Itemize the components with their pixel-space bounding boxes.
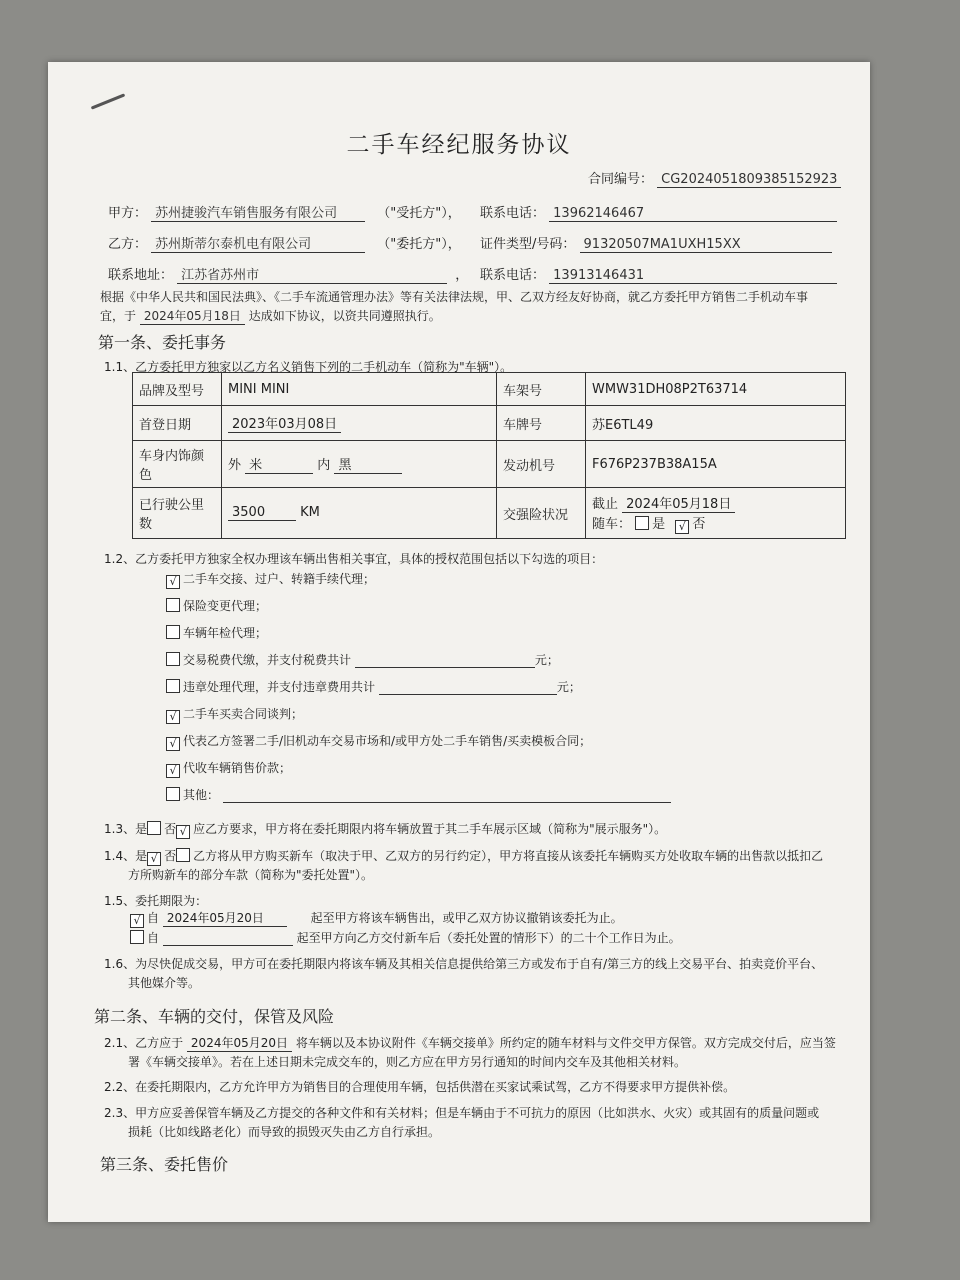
follow-yes-checkbox[interactable] [635, 516, 649, 530]
table-row [133, 441, 846, 488]
intro-line-1: 根据《中华人民共和国民法典》、《二手车流通管理办法》等有关法律法规，甲、乙双方经友好协商，就乙方委托甲方销售二手机动车事 [100, 290, 809, 304]
reg-date-label: 首登日期 [133, 406, 222, 441]
brand-label: 品牌及型号 [133, 373, 222, 406]
brand-value: MINI MINI [222, 373, 497, 406]
party-b-id-row [480, 233, 832, 253]
party-b-label: 乙方： [108, 237, 148, 252]
exterior-label: 外 [228, 458, 242, 473]
option-text: 二手车交接、过户、转籍手续代理； [183, 572, 376, 586]
insurance-until-label: 截止 [592, 496, 619, 512]
section-1-title: 第一条、委托事务 [98, 333, 227, 352]
clause-1-6-line-2: 其他媒介等。 [128, 976, 201, 990]
clause-1-1: 1.1、乙方委托甲方独家以乙方名义销售下列的二手机动车（简称为"车辆"）。 [104, 360, 513, 374]
clause-1-6-line-1: 1.6、为尽快促成交易，甲方可在委托期限内将该车辆及其相关信息提供给第三方或发布于自有/第三方的线上交易平台、拍卖竞价平台、 [104, 957, 824, 971]
clause-2-1-text: 将车辆以及本协议附件《车辆交接单》所约定的随车材料与文件交甲方保管。双方完成交付后，应当签 [295, 1036, 836, 1050]
party-b-id: 91320507MA1UXH15XX [580, 237, 832, 253]
contract-number: CG2024051809385152923 [657, 172, 841, 188]
option-item [166, 732, 591, 751]
follow-yes-label: 是 [652, 516, 666, 532]
clause-1-4-no-checkbox[interactable] [176, 848, 190, 862]
option-item [166, 678, 581, 695]
term-option-2-prefix: 自 [147, 931, 160, 945]
intro-suffix: 达成如下协议，以资共同遵照执行。 [248, 309, 441, 323]
option-text: 二手车买卖合同谈判； [183, 707, 304, 721]
term-option-1-text: 起至甲方将该车辆售出，或甲乙双方协议撤销该委托为止。 [310, 911, 623, 925]
contact-phone-label: 联系电话： [480, 268, 546, 283]
vin-label: 车架号 [497, 373, 586, 406]
option-item [166, 597, 267, 614]
term-option-1-prefix: 自 [147, 911, 160, 925]
clause-1-4 [104, 847, 823, 866]
contract-number-row [588, 168, 841, 188]
term-option-1-checkbox[interactable]: √ [130, 914, 144, 928]
party-b-role: （"委托方"）， [377, 237, 461, 252]
option-item [166, 759, 291, 778]
staple-mark [91, 93, 126, 109]
option-suffix: 元； [534, 653, 559, 667]
mileage-unit: KM [300, 505, 320, 520]
option-checkbox[interactable]: √ [166, 764, 180, 778]
interior-color: 黑 [334, 454, 402, 474]
plate-value: 苏E6TL49 [586, 406, 846, 441]
option-suffix: 元； [556, 680, 581, 694]
color-label: 车身内饰颜色 [133, 441, 222, 488]
clause-1-4-line-2: 方所购新车的部分车款（简称为"委托处置"）。 [128, 868, 374, 882]
contact-address: 江苏省苏州市 [177, 264, 447, 284]
insurance-cell [586, 488, 846, 539]
section-3-title: 第三条、委托售价 [100, 1155, 229, 1174]
vehicle-info-table [132, 372, 846, 539]
clause-2-2: 2.2、在委托期限内，乙方允许甲方为销售目的合理使用车辆，包括供潜在买家试乘试驾，乙方不得要求甲方提供补偿。 [104, 1080, 736, 1094]
clause-1-3-no-label: 否 [164, 822, 177, 836]
reg-date-value: 2023年03月08日 [228, 413, 341, 433]
option-text: 代表乙方签署二手/旧机动车交易市场和/或甲方处二手车销售/买卖模板合同； [183, 734, 592, 748]
intro-line-2 [100, 307, 441, 325]
mileage-value: 3500 [228, 505, 296, 521]
party-a-role: （"受托方"）， [377, 206, 461, 221]
option-checkbox[interactable] [166, 625, 180, 639]
option-checkbox[interactable]: √ [166, 575, 180, 589]
option-item [166, 570, 375, 589]
clause-1-2: 1.2、乙方委托甲方独家全权办理该车辆出售相关事宜，具体的授权范围包括以下勾选的项目： [104, 552, 604, 566]
color-cell [222, 441, 497, 488]
clause-1-3-no-checkbox[interactable]: √ [176, 825, 190, 839]
contact-phone: 13913146431 [549, 268, 837, 284]
interior-label: 内 [317, 458, 331, 473]
mileage-label: 已行驶公里数 [133, 488, 222, 539]
option-checkbox[interactable] [166, 652, 180, 666]
term-option-2-checkbox[interactable] [130, 930, 144, 944]
option-checkbox[interactable] [166, 787, 180, 801]
plate-label: 车牌号 [497, 406, 586, 441]
clause-1-5-label: 1.5、委托期限为： [104, 894, 208, 908]
follow-no-checkbox[interactable]: √ [675, 520, 689, 534]
party-b-name: 苏州斯蒂尔泰机电有限公司 [151, 233, 365, 253]
clause-2-1-line-1 [104, 1034, 836, 1052]
clause-1-5-option-2 [130, 929, 681, 946]
intro-prefix: 宜，于 [100, 309, 137, 323]
term-option-2-text: 起至甲方向乙方交付新车后（委托处置的情形下）的二十个工作日为止。 [296, 931, 681, 945]
term-option-2-date-blank[interactable] [163, 931, 293, 946]
clause-1-4-yes-label: 1.4、是 [104, 849, 148, 863]
option-text: 代收车辆销售价款； [183, 761, 292, 775]
table-row [133, 406, 846, 441]
document-title: 二手车经纪服务协议 [346, 132, 572, 158]
table-row [133, 488, 846, 539]
option-checkbox[interactable] [166, 679, 180, 693]
party-a-label: 甲方： [108, 206, 148, 221]
party-a-phone: 13962146467 [549, 206, 837, 222]
contact-comma: ， [455, 268, 469, 283]
clause-1-3-yes-label: 1.3、是 [104, 822, 148, 836]
option-checkbox[interactable] [166, 598, 180, 612]
option-text: 保险变更代理； [183, 599, 268, 613]
clause-1-3-text: 应乙方要求，甲方将在委托期限内将车辆放置于其二手车展示区域（简称为"展示服务"）。 [193, 822, 667, 836]
option-checkbox[interactable]: √ [166, 737, 180, 751]
option-text: 违章处理代理，并支付违章费用共计 [183, 680, 376, 694]
clause-2-3-line-2: 损耗（比如线路老化）而导致的损毁灭失由乙方自行承担。 [128, 1125, 441, 1139]
option-item [166, 651, 559, 668]
clause-1-4-line-1: 乙方将从甲方购买新车（取决于甲、乙双方的另行约定），甲方将直接从该委托车辆购买方处收取车辆的出售款以抵扣乙 [193, 849, 824, 863]
party-a-phone-label: 联系电话： [480, 206, 546, 221]
clause-1-4-no-label: 否 [164, 849, 177, 863]
contact-address-label: 联系地址： [108, 268, 174, 283]
term-start-date: 2024年05月20日 [163, 909, 287, 927]
option-item [166, 624, 267, 641]
party-b-id-label: 证件类型/号码： [480, 237, 576, 252]
party-a-row [108, 202, 461, 222]
insurance-follow-row [592, 513, 839, 534]
option-checkbox[interactable]: √ [166, 710, 180, 724]
tax-amount-blank[interactable] [355, 653, 535, 668]
clause-1-3-yes-checkbox[interactable] [147, 821, 161, 835]
clause-1-3 [104, 820, 666, 839]
insurance-until-row [592, 493, 839, 513]
contract-page [48, 62, 870, 1222]
party-a-phone-row [480, 202, 837, 222]
violation-amount-blank[interactable] [379, 680, 557, 695]
table-row [133, 373, 846, 406]
clause-2-1-prefix: 2.1、乙方应于 [104, 1036, 184, 1050]
option-item [166, 786, 671, 803]
vin-value: WMW31DH08P2T63714 [586, 373, 846, 406]
party-b-row [108, 233, 461, 253]
other-blank[interactable] [223, 788, 671, 803]
engine-label: 发动机号 [497, 441, 586, 488]
follow-label: 随车： [592, 516, 632, 532]
option-item [166, 705, 303, 724]
reg-date-cell [222, 406, 497, 441]
mileage-cell [222, 488, 497, 539]
option-text: 其他： [183, 788, 220, 802]
option-text: 交易税费代缴，并支付税费共计 [183, 653, 352, 667]
insurance-label: 交强险状况 [497, 488, 586, 539]
contract-number-label: 合同编号： [588, 172, 654, 187]
clause-2-1-line-2: 署《车辆交接单》。若在上述日期未完成交车的，则乙方应在甲方另行通知的时间内交车及其他相关材料。 [128, 1055, 687, 1069]
clause-1-4-yes-checkbox[interactable]: √ [147, 852, 161, 866]
contact-row [108, 264, 468, 284]
party-a-name: 苏州捷骏汽车销售服务有限公司 [151, 202, 365, 222]
exterior-color: 米 [245, 454, 313, 474]
intro-date: 2024年05月18日 [140, 307, 245, 325]
clause-1-5-option-1 [130, 909, 623, 928]
contact-phone-row [480, 264, 837, 284]
clause-2-3-line-1: 2.3、甲方应妥善保管车辆及乙方提交的各种文件和有关材料；但是车辆由于不可抗力的原因（比如洪水、火灾）或其固有的质量问题或 [104, 1106, 820, 1120]
delivery-date: 2024年05月20日 [187, 1034, 292, 1052]
section-2-title: 第二条、车辆的交付，保管及风险 [94, 1007, 335, 1026]
option-text: 车辆年检代理； [183, 626, 268, 640]
insurance-until-date: 2024年05月18日 [622, 493, 735, 513]
follow-no-label: 否 [692, 516, 706, 532]
engine-value: F676P237B38A15A [586, 441, 846, 488]
